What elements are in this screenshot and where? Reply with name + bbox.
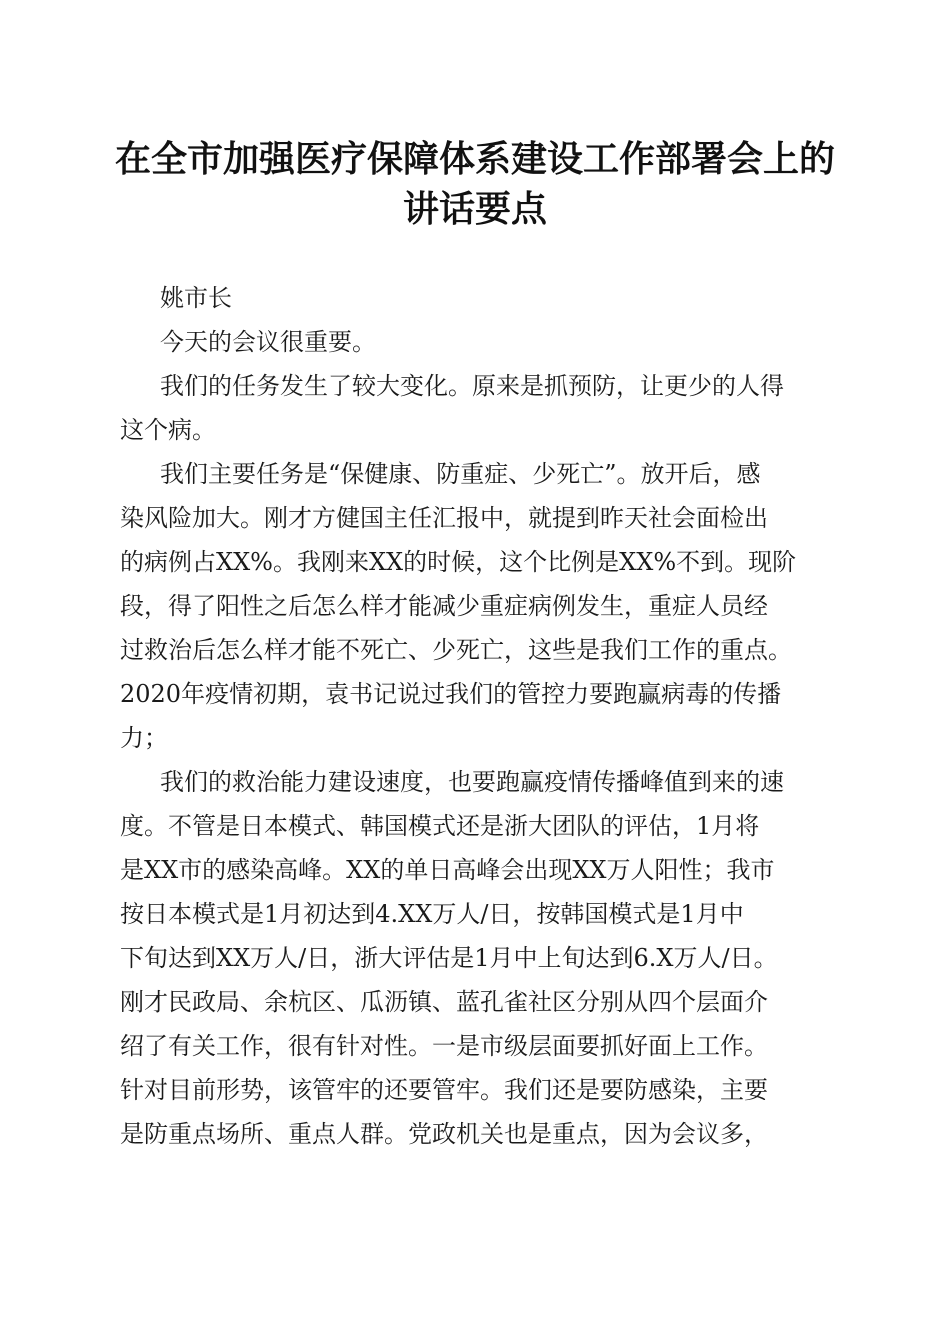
text-line: 是XX市的感染高峰。XX的单日高峰会出现XX万人阳性；我市 — [120, 856, 775, 884]
text-line: 我们的救治能力建设速度，也要跑赢疫情传播峰值到来的速 — [160, 768, 784, 796]
paragraph-2 — [120, 364, 840, 452]
text-line: 下旬达到XX万人/日，浙大评估是1月中上旬达到6.X万人/日。 — [120, 944, 778, 972]
text-line: 过救治后怎么样才能不死亡、少死亡，这些是我们工作的重点。 — [120, 636, 792, 664]
title-line-2: 讲话要点 — [402, 188, 547, 230]
paragraph-3 — [120, 452, 840, 760]
text-line: 姚市长 — [160, 284, 232, 312]
document-title — [100, 134, 850, 234]
text-line: 力； — [120, 724, 168, 752]
text-line: 段，得了阳性之后怎么样才能减少重症病例发生，重症人员经 — [120, 592, 768, 620]
text-line: 的病例占XX%。我刚来XX的时候，这个比例是XX%不到。现阶 — [120, 548, 797, 576]
text-line: 针对目前形势，该管牢的还要管牢。我们还是要防感染，主要 — [120, 1076, 768, 1104]
text-line: 刚才民政局、余杭区、瓜沥镇、蓝孔雀社区分别从四个层面介 — [120, 988, 768, 1016]
text-line: 我们的任务发生了较大变化。原来是抓预防，让更少的人得 — [160, 372, 784, 400]
text-line: 按日本模式是1月初达到4.XX万人/日，按韩国模式是1月中 — [120, 900, 744, 928]
text-line: 2020年疫情初期，袁书记说过我们的管控力要跑赢病毒的传播 — [120, 680, 782, 708]
paragraph-4 — [120, 760, 840, 1156]
text-line: 度。不管是日本模式、韩国模式还是浙大团队的评估，1月将 — [120, 812, 760, 840]
text-line: 今天的会议很重要。 — [160, 328, 376, 356]
paragraph-1 — [120, 320, 840, 364]
text-line: 我们主要任务是“保健康、防重症、少死亡”。放开后，感 — [160, 460, 761, 488]
text-line: 绍了有关工作，很有针对性。一是市级层面要抓好面上工作。 — [120, 1032, 768, 1060]
text-line: 这个病。 — [120, 416, 216, 444]
text-line: 染风险加大。刚才方健国主任汇报中，就提到昨天社会面检出 — [120, 504, 768, 532]
title-line-1: 在全市加强医疗保障体系建设工作部署会上的 — [114, 138, 835, 180]
text-line: 是防重点场所、重点人群。党政机关也是重点，因为会议多， — [120, 1120, 768, 1148]
paragraph-addressee — [120, 276, 840, 320]
document-body — [120, 276, 840, 1156]
